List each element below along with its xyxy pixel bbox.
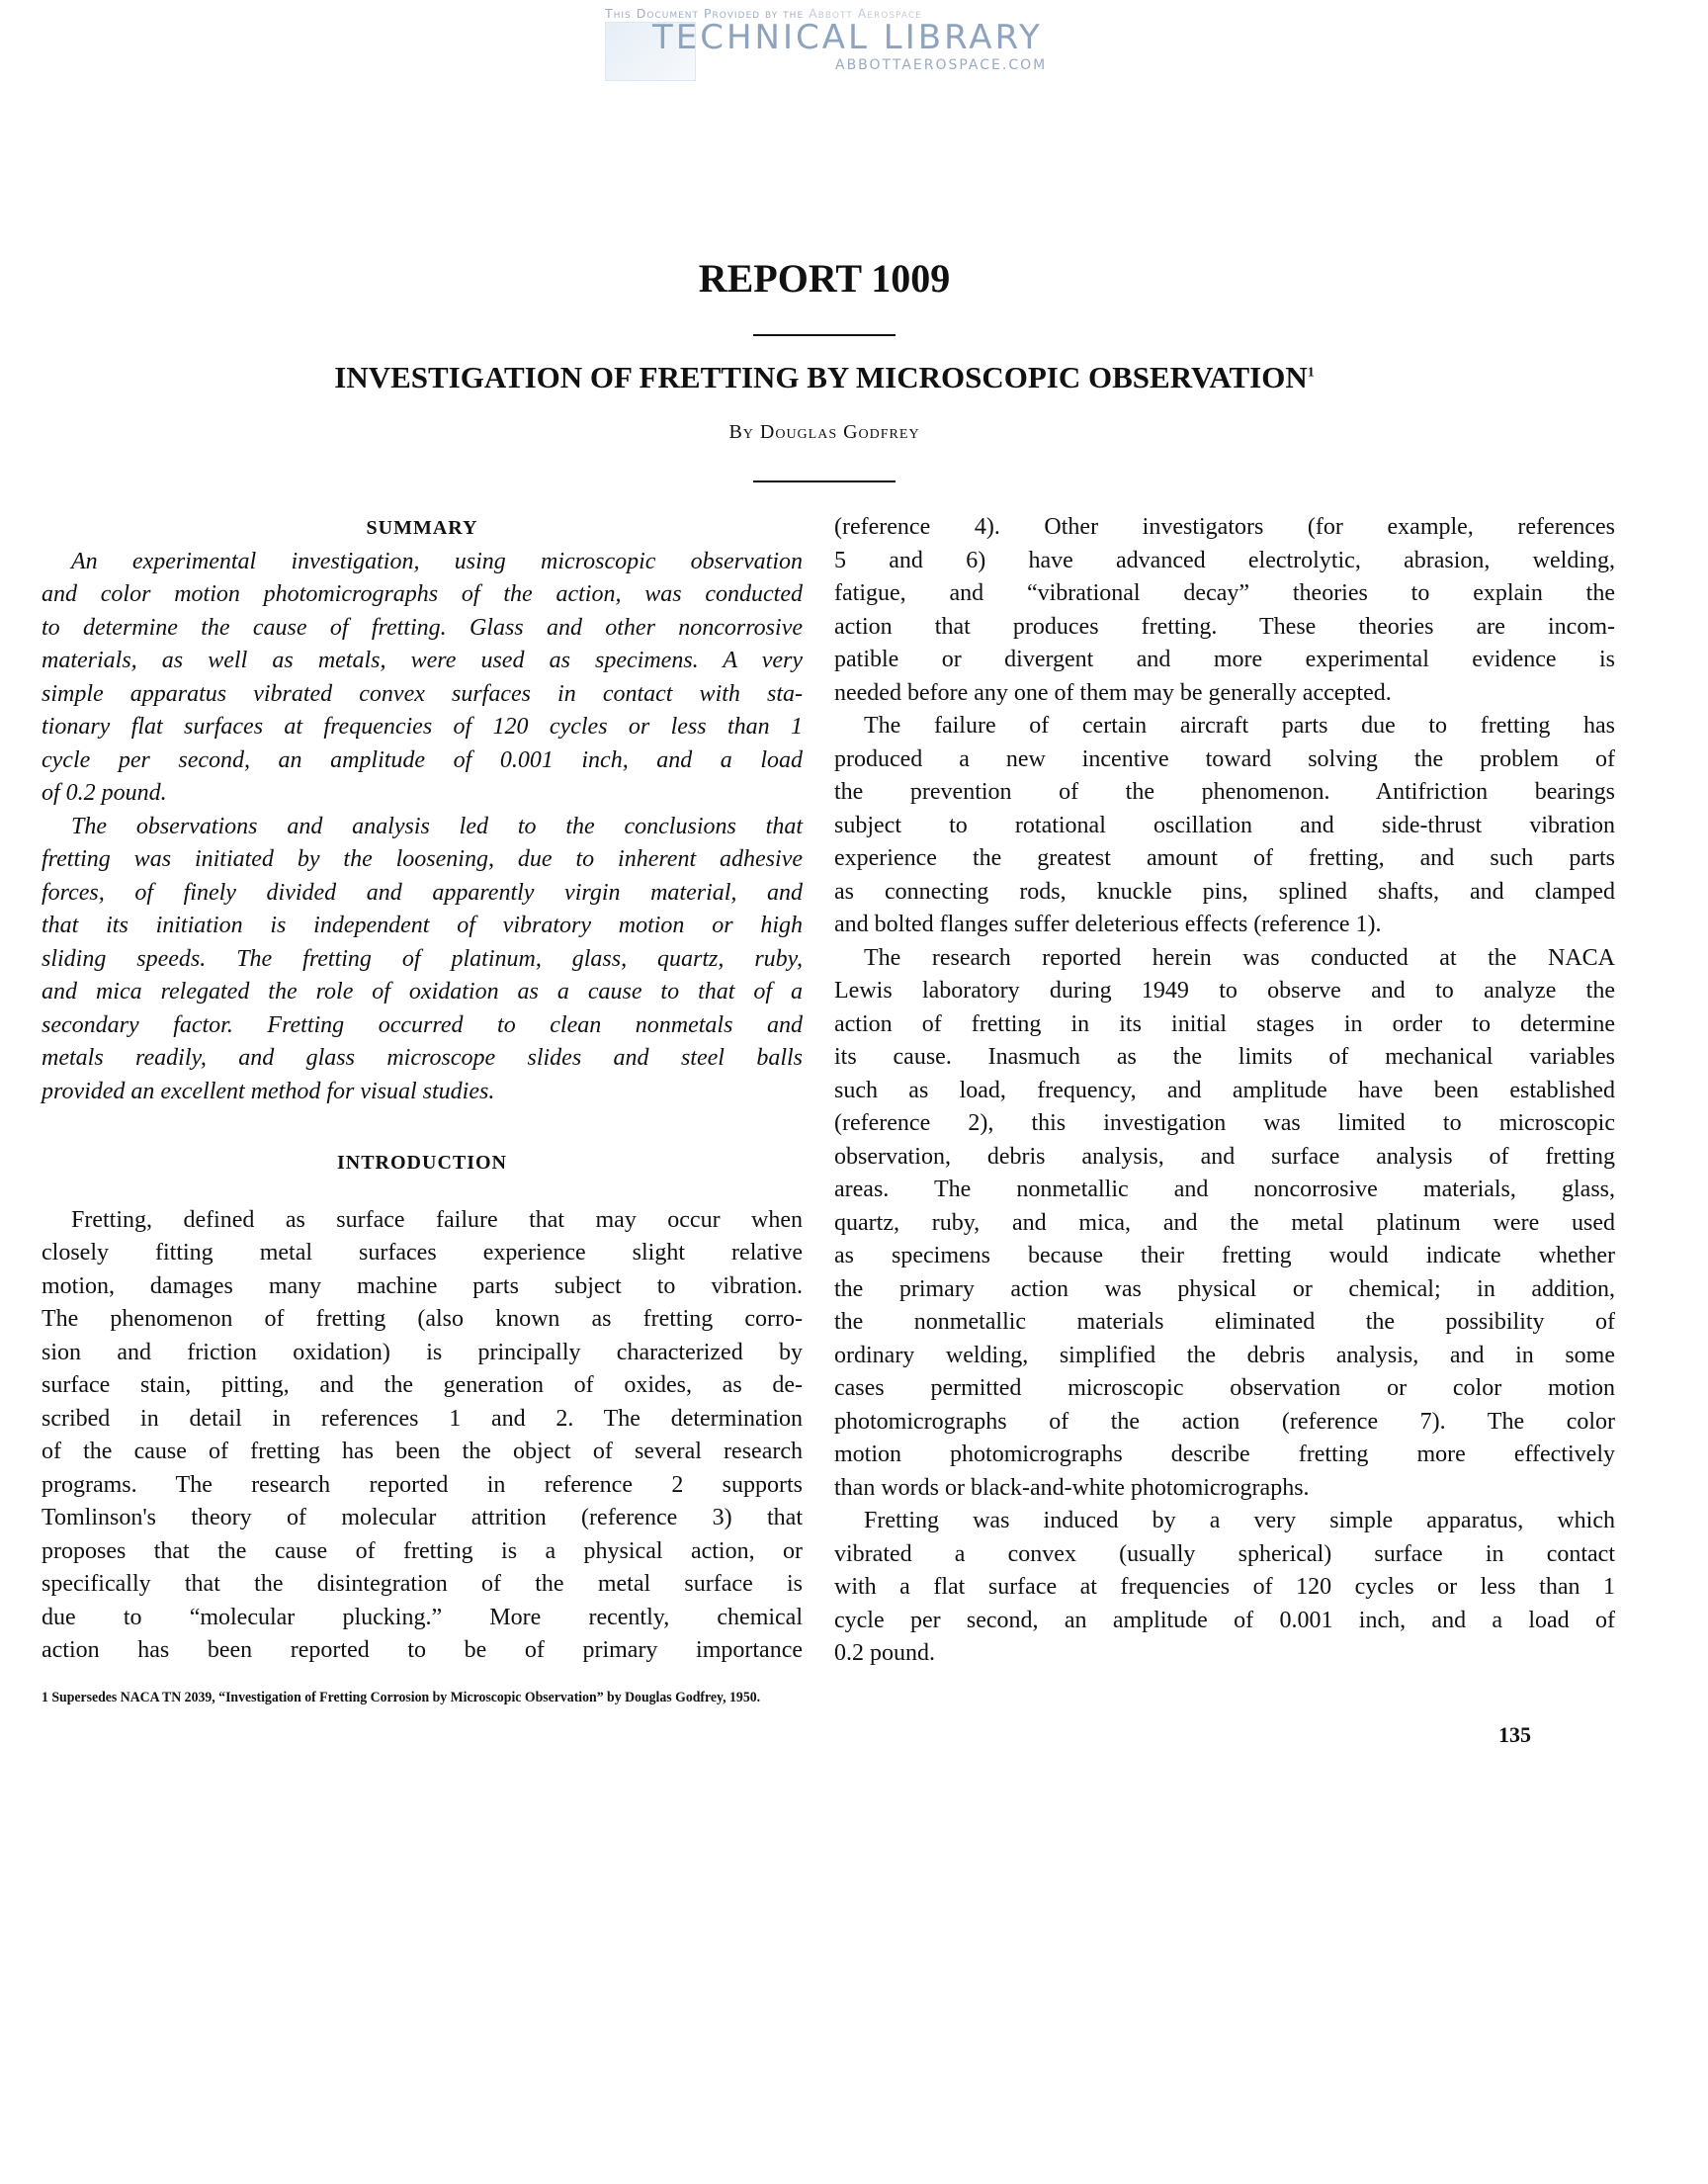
text-line: of 0.2 pound. bbox=[42, 780, 167, 806]
text-line: action of fretting in its initial stages in order to determine bbox=[834, 1010, 1615, 1037]
text-line: vibrated a convex (usually spherical) surface in contact bbox=[834, 1540, 1615, 1567]
text-line: fretting was initiated by the loosening, due to inherent adhesive bbox=[42, 846, 803, 872]
text-line: metals readily, and glass microscope slides and steel balls bbox=[42, 1045, 803, 1071]
text-line: its cause. Inasmuch as the limits of mechanical variables bbox=[834, 1044, 1615, 1070]
text-line: to determine the cause of fretting. Glass and other noncorrosive bbox=[42, 614, 803, 641]
text-line: scribed in detail in references 1 and 2. The determination bbox=[42, 1405, 803, 1432]
text-line: 5 and 6) have advanced electrolytic, abrasion, welding, bbox=[834, 547, 1615, 573]
text-line: proposes that the cause of fretting is a physical action, or bbox=[42, 1537, 803, 1564]
text-line: secondary factor. Fretting occurred to clean nonmetals and bbox=[42, 1011, 803, 1038]
text-line: The observations and analysis led to the conclusions that bbox=[71, 813, 803, 839]
footnote: 1 Supersedes NACA TN 2039, “Investigation of Fretting Corrosion by Microscopic Observation” by Douglas Godfrey, 1950. bbox=[42, 1690, 761, 1705]
text-line: simple apparatus vibrated convex surfaces in contact with sta- bbox=[42, 680, 803, 707]
text-line: provided an excellent method for visual studies. bbox=[42, 1078, 495, 1104]
text-line: with a flat surface at frequencies of 120 cycles or less than 1 bbox=[834, 1574, 1615, 1600]
text-line: the primary action was physical or chemical; in addition, bbox=[834, 1275, 1615, 1302]
byline: By Douglas Godfrey bbox=[728, 421, 920, 443]
watermark-library: TECHNICAL LIBRARY bbox=[652, 18, 1043, 57]
text-line: needed before any one of them may be generally accepted. bbox=[834, 679, 1392, 706]
text-line: areas. The nonmetallic and noncorrosive materials, glass, bbox=[834, 1177, 1615, 1202]
text-line: closely fitting metal surfaces experience slight relative bbox=[42, 1240, 803, 1266]
text-line: and bolted flanges suffer deleterious effects (reference 1). bbox=[834, 912, 1382, 937]
text-line: sion and friction oxidation) is principally characterized by bbox=[42, 1339, 803, 1365]
text-line: (reference 4). Other investigators (for example, references bbox=[834, 514, 1615, 540]
text-line: and color motion photomicrographs of the action, was conducted bbox=[42, 581, 803, 607]
right-column bbox=[834, 511, 1615, 1671]
text-line: The failure of certain aircraft parts due to fretting has bbox=[864, 713, 1615, 739]
page-number: 135 bbox=[1498, 1722, 1531, 1747]
text-line: as connecting rods, knuckle pins, splined shafts, and clamped bbox=[834, 878, 1615, 905]
summary-heading: SUMMARY bbox=[366, 517, 478, 539]
introduction-heading: INTRODUCTION bbox=[336, 1152, 508, 1174]
right-column-body bbox=[834, 511, 1615, 1671]
text-line: cycle per second, an amplitude of 0.001 inch, and a load bbox=[42, 746, 803, 773]
text-line: such as load, frequency, and amplitude have been established bbox=[834, 1077, 1615, 1103]
text-line: specifically that the disintegration of the metal surface is bbox=[42, 1571, 803, 1597]
text-line: The research reported herein was conducted at the NACA bbox=[864, 944, 1615, 971]
text-line: Tomlinson's theory of molecular attrition (reference 3) that bbox=[42, 1505, 803, 1530]
text-line: materials, as well as metals, were used as specimens. A very bbox=[42, 648, 803, 673]
divider bbox=[753, 480, 896, 482]
text-line: patible or divergent and more experimental evidence is bbox=[834, 647, 1615, 672]
text-line: cases permitted microscopic observation or color motion bbox=[834, 1375, 1615, 1401]
text-line: and mica relegated the role of oxidation as a cause to that of a bbox=[42, 979, 803, 1005]
text-line: motion photomicrographs describe fretting more effectively bbox=[834, 1441, 1615, 1467]
watermark-provided-by: This Document Provided by the bbox=[605, 6, 805, 21]
footnote-mark: 1 bbox=[1307, 365, 1315, 381]
text-line: than words or black-and-white photomicrographs. bbox=[834, 1474, 1310, 1501]
text-line: action has been reported to be of primary importance bbox=[42, 1637, 803, 1663]
text-line: subject to rotational oscillation and side-thrust vibration bbox=[834, 812, 1615, 838]
text-line: surface stain, pitting, and the generation of oxides, as de- bbox=[42, 1372, 803, 1398]
text-line: 0.2 pound. bbox=[834, 1640, 935, 1666]
text-line: photomicrographs of the action (reference 7). The color bbox=[834, 1408, 1615, 1435]
text-line: produced a new incentive toward solving the problem of bbox=[834, 745, 1615, 772]
introduction-section bbox=[42, 1147, 803, 1668]
text-line: the prevention of the phenomenon. Antifriction bearings bbox=[834, 779, 1615, 805]
text-line: forces, of finely divided and apparently virgin material, and bbox=[42, 879, 803, 906]
text-line: due to “molecular plucking.” More recently, chemical bbox=[42, 1604, 803, 1630]
text-line: tionary flat surfaces at frequencies of 120 cycles or less than 1 bbox=[42, 714, 803, 740]
introduction-body bbox=[42, 1204, 803, 1668]
text-line: that its initiation is independent of vibratory motion or high bbox=[42, 913, 803, 938]
divider bbox=[753, 334, 896, 336]
report-number: REPORT 1009 bbox=[698, 256, 951, 301]
watermark-brand: Abbott Aerospace bbox=[809, 6, 922, 21]
text-line: experience the greatest amount of fretting, and such parts bbox=[834, 845, 1615, 871]
text-line: An experimental investigation, using microscopic observation bbox=[71, 548, 803, 574]
text-line: action that produces fretting. These theories are incom- bbox=[834, 613, 1615, 640]
text-line: motion, damages many machine parts subject to vibration. bbox=[42, 1272, 803, 1299]
text-line: fatigue, and “vibrational decay” theories to explain the bbox=[834, 580, 1615, 606]
text-line: Fretting was induced by a very simple apparatus, which bbox=[864, 1508, 1615, 1533]
text-line: (reference 2), this investigation was limited to microscopic bbox=[834, 1110, 1615, 1136]
text-line: the nonmetallic materials eliminated the possibility of bbox=[834, 1309, 1615, 1335]
text-line: The phenomenon of fretting (also known as fretting corro- bbox=[42, 1306, 803, 1332]
text-line: Fretting, defined as surface failure that may occur when bbox=[71, 1206, 803, 1233]
text-line: ordinary welding, simplified the debris analysis, and in some bbox=[834, 1342, 1615, 1368]
watermark-url: ABBOTTAEROSPACE.COM bbox=[835, 57, 1048, 73]
text-line: cycle per second, an amplitude of 0.001 inch, and a load of bbox=[834, 1607, 1615, 1633]
text-line: Lewis laboratory during 1949 to observe and to analyze the bbox=[834, 978, 1615, 1004]
text-line: as specimens because their fretting would indicate whether bbox=[834, 1243, 1615, 1268]
text-line: observation, debris analysis, and surface analysis of fretting bbox=[834, 1143, 1615, 1170]
paper-title bbox=[0, 360, 1649, 395]
paper-title-text: INVESTIGATION OF FRETTING BY MICROSCOPIC OBSERVATION bbox=[334, 360, 1308, 394]
summary-section bbox=[42, 512, 803, 1108]
summary-body bbox=[42, 546, 803, 1109]
text-line: sliding speeds. The fretting of platinum, glass, quartz, ruby, bbox=[42, 945, 803, 972]
text-line: quartz, ruby, and mica, and the metal platinum were used bbox=[834, 1209, 1615, 1236]
text-line: programs. The research reported in reference 2 supports bbox=[42, 1471, 803, 1498]
text-line: of the cause of fretting has been the object of several research bbox=[42, 1439, 803, 1464]
